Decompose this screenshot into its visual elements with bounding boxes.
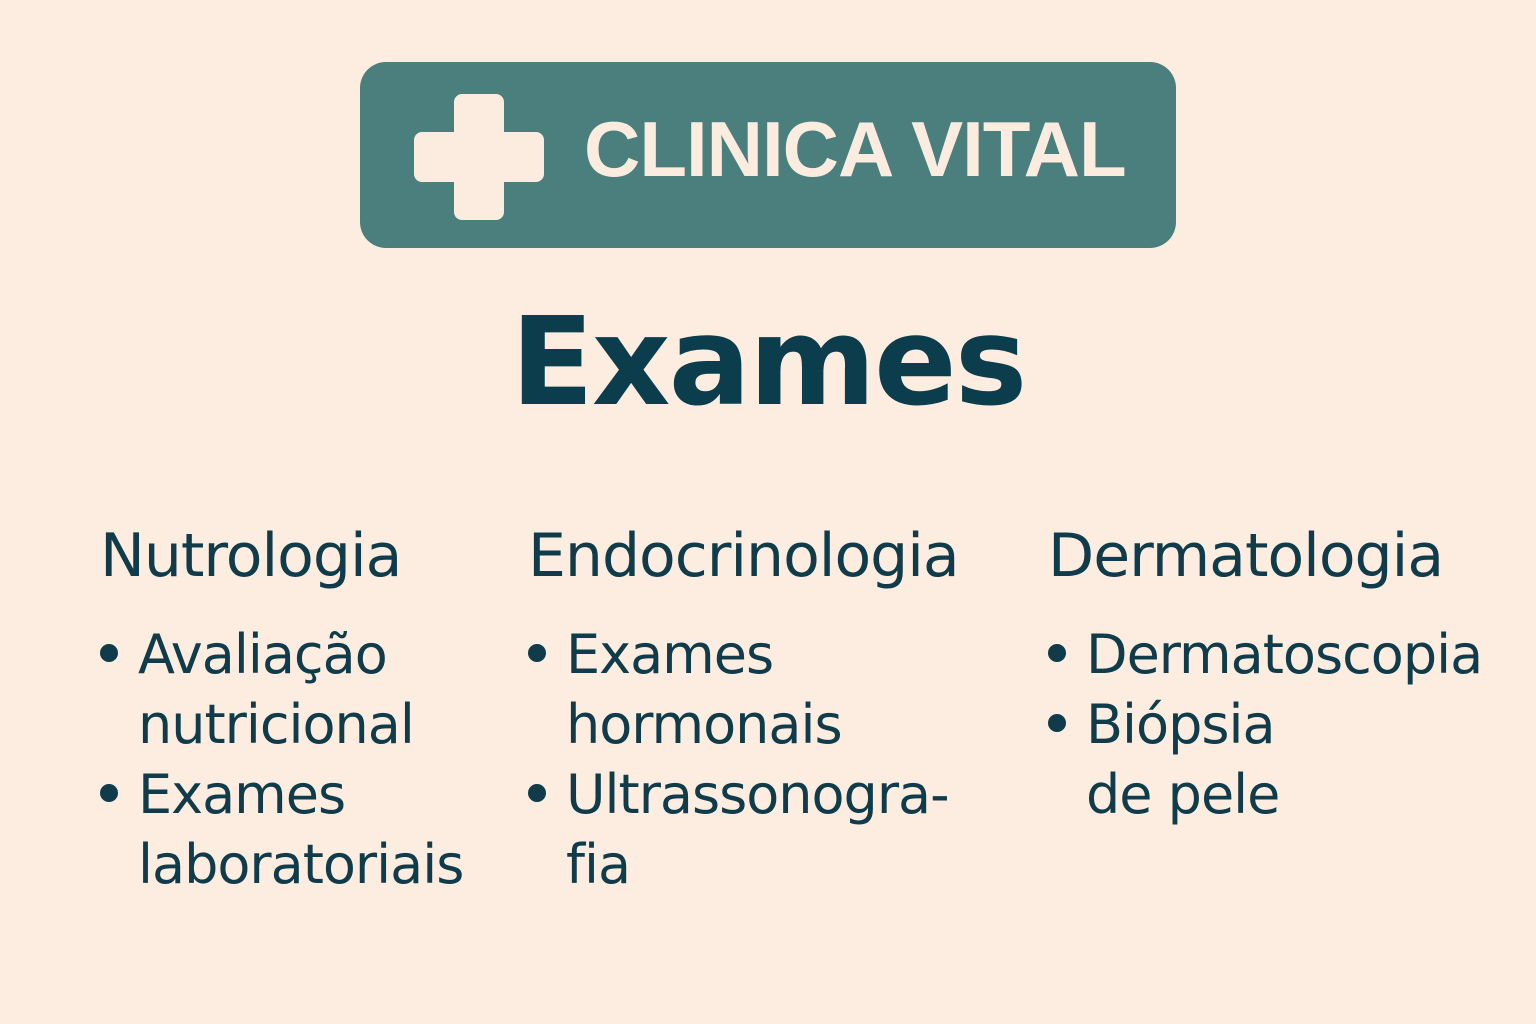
column-endocrinologia — [528, 520, 1008, 900]
list-item — [1048, 690, 1518, 830]
list-item-text: Avaliação — [138, 623, 387, 686]
list-item-text: Exames — [138, 763, 346, 826]
bullet-icon — [1048, 714, 1066, 732]
bullet-icon — [1048, 644, 1066, 662]
bullet-icon — [528, 644, 546, 662]
list-item-text: nutricional — [138, 693, 414, 756]
column-nutrologia — [100, 520, 500, 900]
list-item-text: Exames — [566, 623, 774, 686]
brand-name: CLINICA VITAL — [584, 105, 1126, 193]
list-item — [528, 620, 1008, 760]
bullet-icon — [100, 644, 118, 662]
column-title: Endocrinologia — [528, 521, 959, 591]
list-item-text: laboratoriais — [138, 833, 464, 896]
list-item — [100, 620, 500, 760]
exam-list — [1048, 620, 1518, 830]
column-dermatologia — [1048, 520, 1518, 830]
exam-list — [528, 620, 1008, 900]
list-item-text: hormonais — [566, 693, 842, 756]
list-item-text: Ultrassonogra- — [566, 763, 949, 826]
list-item-text: Dermatoscopia — [1086, 623, 1483, 686]
page-title: Exames — [510, 291, 1026, 433]
medical-cross-icon — [414, 94, 544, 220]
bullet-icon — [100, 784, 118, 802]
bullet-icon — [528, 784, 546, 802]
list-item — [100, 760, 500, 900]
list-item-text: de pele — [1086, 763, 1280, 826]
column-title: Dermatologia — [1048, 521, 1444, 591]
column-title: Nutrologia — [100, 521, 402, 591]
list-item-text: fia — [566, 833, 631, 896]
exam-list — [100, 620, 500, 900]
list-item — [528, 760, 1008, 900]
list-item-text: Biópsia — [1086, 693, 1275, 756]
list-item — [1048, 620, 1518, 690]
